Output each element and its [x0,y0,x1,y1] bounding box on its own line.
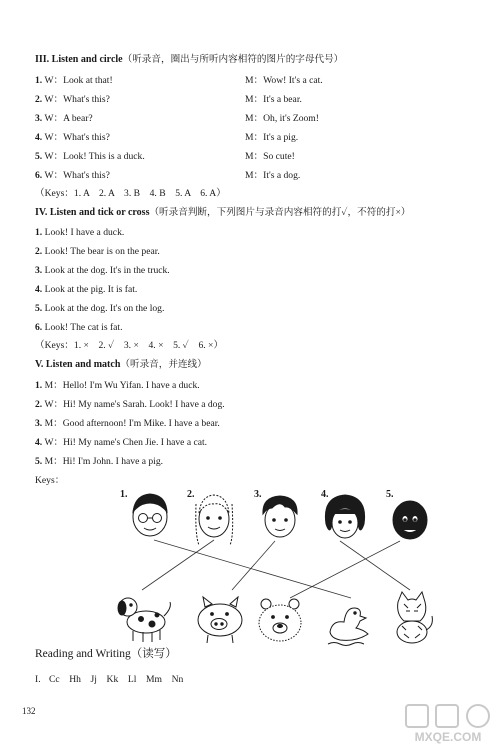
s5-row-4: 4. W：Hi! My name's Chen Jie. I have a cat. [35,437,208,448]
figure-number-5: 5. [386,489,394,500]
kid-face-1-icon [133,494,167,536]
s3-row-4: 4. W：What's this? M：It's a pig. [35,132,299,143]
s3-row-2: 2. W：What's this? M：It's a bear. [35,94,302,105]
match-line-1 [154,540,351,598]
s3-row-3: 3. W：A bear? M：Oh, it's Zoom! [35,113,319,124]
match-line-4 [340,541,410,590]
duck-icon [328,608,368,646]
watermark-seal-icon [436,705,458,727]
figure-number-4: 4. [321,489,329,500]
s4-row-5: 5. Look at the dog. It's on the log. [35,303,165,314]
page-number: 132 [22,706,36,716]
s3-row-5: 5. W：Look! This is a duck. M：So cute! [35,151,295,162]
section-5-instruction: （听录音，并连线） [120,359,207,370]
kid-face-3-icon [263,496,297,537]
reading-writing-heading: Reading and Writing（读写） [35,648,177,660]
figure-number-2: 2. [187,489,195,500]
section-4-title: IV. Listen and tick or cross [35,207,150,218]
s5-row-2: 2. W：Hi! My name's Sarah. Look! I have a dog. [35,399,225,410]
s3-keys: （Keys：1. A 2. A 3. B 4. B 5. A 6. A） [35,188,226,199]
s4-row-3: 3. Look at the dog. It's in the truck. [35,265,170,276]
kid-face-5-icon [393,501,427,539]
pig-icon [198,597,242,643]
figure-number-3: 3. [254,489,262,500]
match-lines [142,540,410,598]
s4-row-2: 2. Look! The bear is on the pear. [35,246,160,257]
section-4-instruction: （听录音判断，下列图片与录音内容相符的打✓，不符的打×） [149,207,411,218]
kid-face-4-icon [325,495,364,538]
s3-row-1: 1. W：Look at that! M：Wow! It's a cat. [35,75,323,86]
section-5-title: V. Listen and match [35,359,121,370]
cat-icon [397,592,432,643]
watermark-text: MXQE.COM [414,730,482,744]
watermark-circle-icon [467,705,489,727]
section-3-instruction: （听录音，圈出与所听内容相符的图片的字母代号） [122,54,344,65]
match-line-5 [290,541,400,598]
section-3-title: III. Listen and circle [35,54,123,65]
s4-row-6: 6. Look! The cat is fat. [35,322,123,333]
watermark-logo [400,704,496,744]
s5-row-5: 5. M：Hi! I'm John. I have a pig. [35,456,164,467]
s5-keys-label: Keys： [35,475,65,486]
match-line-3 [232,541,275,590]
s3-row-6: 6. W：What's this? M：It's a dog. [35,170,301,181]
watermark-seal-icon [406,705,428,727]
dog-icon [118,598,170,642]
s5-row-1: 1. M：Hello! I'm Wu Yifan. I have a duck. [35,380,200,391]
figure-number-1: 1. [120,489,128,500]
bear-icon [259,599,301,641]
kid-face-2-icon [196,495,233,545]
match-line-2 [142,540,214,590]
s4-row-4: 4. Look at the pig. It is fat. [35,284,138,295]
s4-keys: （Keys：1. × 2. ✓ 3. × 4. × 5. ✓ 6. ×） [35,340,224,351]
letters-exercise: I. Cc Hh Jj Kk Ll Mm Nn [35,674,184,685]
s4-row-1: 1. Look! I have a duck. [35,227,125,238]
s5-row-3: 3. M：Good afternoon! I'm Mike. I have a bear. [35,418,220,429]
